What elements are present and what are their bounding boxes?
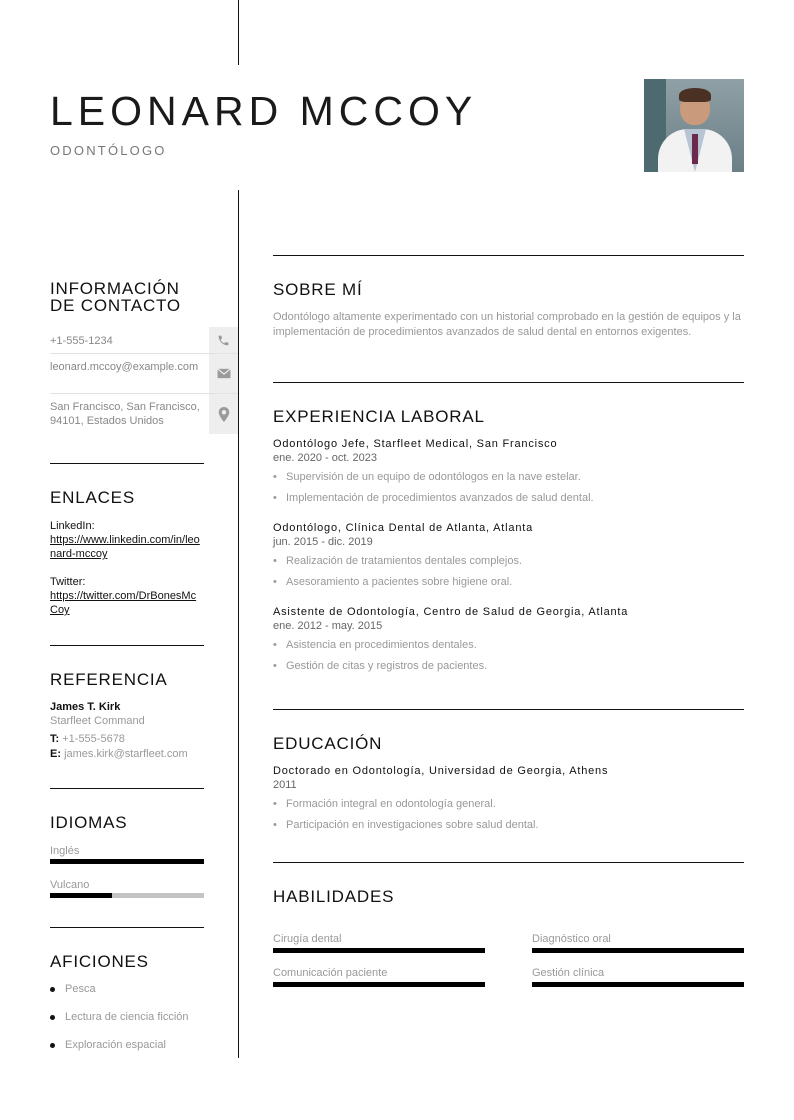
language-item [50,879,204,898]
experience-section [273,408,744,672]
language-level-bar [50,859,204,864]
section-divider [273,709,744,710]
job-bullet: • Asesoramiento a pacientes sobre higiene oral. [273,576,744,588]
reference-block [50,701,204,762]
hobby-item: Lectura de ciencia ficción [50,1011,204,1023]
about-heading: SOBRE MÍ [273,280,363,299]
job-entry [273,606,744,672]
link-url-twitter[interactable]: https://twitter.com/DrBonesMcCoy [50,590,197,616]
language-item [50,845,204,864]
contact-address: San Francisco, San Francisco, 94101, Estados Unidos [50,401,200,427]
job-title: ODONTÓLOGO [50,143,167,158]
education-bullet: • Participación en investigaciones sobre salud dental. [273,819,744,831]
skill-bar [273,982,485,987]
job-entry-title: Asistente de Odontología, Centro de Salud de Georgia, Atlanta [273,606,629,618]
location-pin-icon [209,394,238,434]
contact-email-row [50,354,238,394]
reference-name: James T. Kirk [50,701,121,713]
language-name: Inglés [50,845,80,857]
link-label-linkedin: LinkedIn: [50,520,95,532]
reference-phone-line: T: +1-555-5678 [50,733,125,745]
language-level-fill [50,859,204,864]
contact-heading: INFORMACIÓN DE CONTACTO [50,279,181,315]
contact-phone: +1-555-1234 [50,335,113,347]
job-entry-title: Odontólogo Jefe, Starfleet Medical, San Francisco [273,438,558,450]
reference-phone: +1-555-5678 [62,733,125,745]
links-heading: ENLACES [50,488,135,507]
reference-email-line: E: james.kirk@starfleet.com [50,748,188,760]
education-bullet: • Formación integral en odontología general. [273,798,744,810]
job-bullet: • Implementación de procedimientos avanzados de salud dental. [273,492,744,504]
language-level-fill [50,893,112,898]
job-bullet: • Gestión de citas y registros de pacientes. [273,660,744,672]
skill-label: Comunicación paciente [273,967,388,979]
skill-bar [273,948,485,953]
job-bullet: • Realización de tratamientos dentales complejos. [273,555,744,567]
education-degree: Doctorado en Odontología, Universidad de Georgia, Athens [273,765,609,777]
link-url-linkedin[interactable]: https://www.linkedin.com/in/leonard-mccoy [50,534,200,560]
job-entry-date: ene. 2012 - may. 2015 [273,620,383,632]
job-bullet: • Supervisión de un equipo de odontólogos en la nave estelar. [273,471,744,483]
job-entry-date: ene. 2020 - oct. 2023 [273,452,377,464]
skill-bar [532,948,744,953]
column-divider-line [238,190,239,1058]
skill-label: Cirugía dental [273,933,342,945]
link-label-twitter: Twitter: [50,576,86,588]
skill-bar [532,982,744,987]
hobbies-heading: AFICIONES [50,952,149,971]
hobby-item: Pesca [50,983,204,995]
skill-item [532,933,744,953]
education-section [273,735,744,831]
languages-heading: IDIOMAS [50,813,128,832]
skill-item [273,967,485,987]
links-list [50,519,204,617]
job-entry-date: jun. 2015 - dic. 2019 [273,536,373,548]
contact-phone-row [50,327,238,354]
contact-address-row [50,394,238,434]
section-divider [273,255,744,256]
top-divider-line [238,0,239,65]
envelope-icon [209,354,238,393]
section-divider [273,862,744,863]
experience-heading: EXPERIENCIA LABORAL [273,407,485,426]
sidebar-divider [50,788,204,789]
profile-photo [644,79,744,172]
about-text: Odontólogo altamente experimentado con un historial comprobado en la gestión de equipos y la implementación de procedimientos avanzados de salud dental en entornos exigentes. [273,311,741,338]
reference-company: Starfleet Command [50,715,145,727]
contact-email[interactable]: leonard.mccoy@example.com [50,361,199,373]
sidebar-divider [50,463,204,464]
hobbies-list [50,983,204,1051]
education-heading: EDUCACIÓN [273,734,383,753]
job-entry [273,522,744,588]
job-bullet: • Asistencia en procedimientos dentales. [273,639,744,651]
section-divider [273,382,744,383]
skills-heading: HABILIDADES [273,887,395,906]
job-entry-title: Odontólogo, Clínica Dental de Atlanta, Atlanta [273,522,534,534]
education-year: 2011 [273,779,297,791]
job-entry [273,438,744,504]
language-name: Vulcano [50,879,90,891]
skill-label: Diagnóstico oral [532,933,611,945]
skill-item [532,967,744,987]
candidate-name: LEONARD MCCOY [50,88,478,134]
phone-icon [209,327,238,353]
language-level-bar [50,893,204,898]
reference-heading: REFERENCIA [50,670,168,689]
skill-item [273,933,485,953]
sidebar-divider [50,645,204,646]
reference-email[interactable]: james.kirk@starfleet.com [64,748,188,760]
hobby-item: Exploración espacial [50,1039,204,1051]
sidebar-divider [50,927,204,928]
skill-label: Gestión clínica [532,967,605,979]
